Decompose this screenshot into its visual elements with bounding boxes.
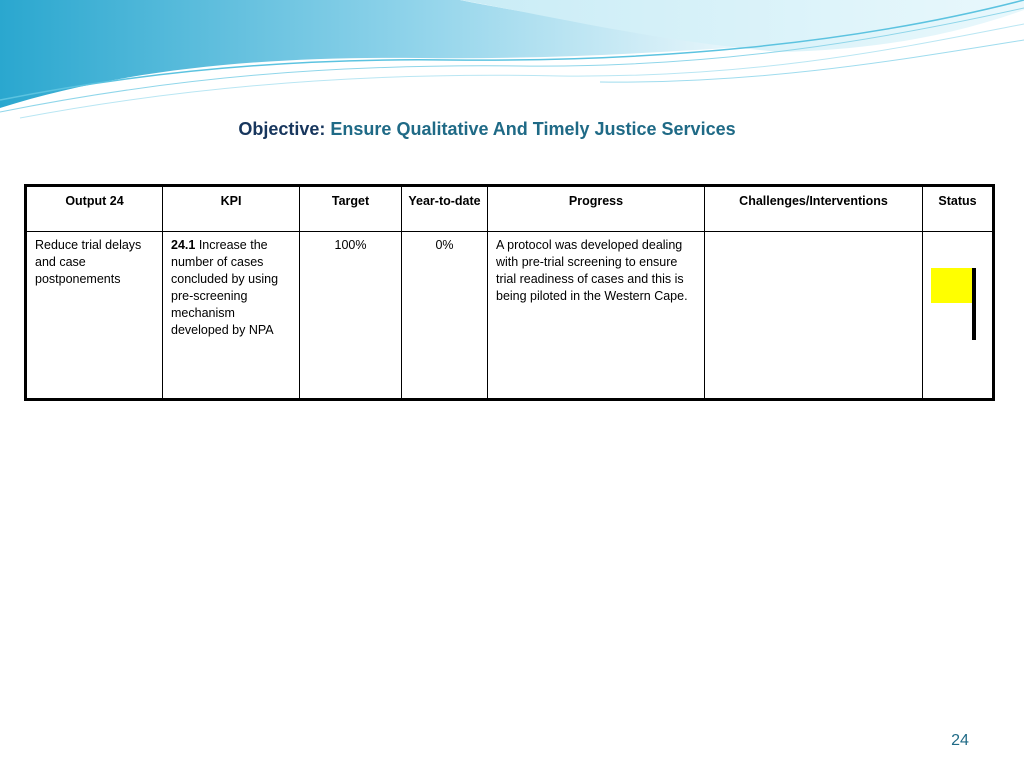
header-target: Target (300, 186, 402, 232)
header-output: Output 24 (26, 186, 163, 232)
flag-pole (972, 268, 976, 340)
title-prefix: Objective: (238, 119, 326, 139)
cell-output: Reduce trial delays and case postponements (26, 232, 163, 400)
cell-kpi (163, 232, 300, 400)
cell-year-to-date: 0% (402, 232, 488, 400)
cell-progress: A protocol was developed dealing with pre-trial screening to ensure trial readiness of cases and this is being piloted in the Western Cape. (488, 232, 705, 400)
title-main: Ensure Qualitative And Timely Justice Services (330, 119, 736, 139)
decorative-wave-header (0, 0, 1024, 130)
cell-status (923, 232, 994, 400)
kpi-text: Increase the number of cases concluded by using pre-screening mechanism developed by NPA (171, 238, 279, 337)
table-header-row (26, 186, 994, 232)
cell-target: 100% (300, 232, 402, 400)
table-row (26, 232, 994, 400)
header-year-to-date: Year-to-date (402, 186, 488, 232)
header-status: Status (923, 186, 994, 232)
cell-challenges (705, 232, 923, 400)
kpi-table (24, 184, 995, 401)
yellow-flag-icon (931, 268, 975, 303)
slide-title (0, 119, 974, 140)
header-kpi: KPI (163, 186, 300, 232)
kpi-number: 24.1 (171, 238, 196, 252)
page-number: 24 (951, 732, 969, 749)
header-progress: Progress (488, 186, 705, 232)
header-challenges: Challenges/Interventions (705, 186, 923, 232)
